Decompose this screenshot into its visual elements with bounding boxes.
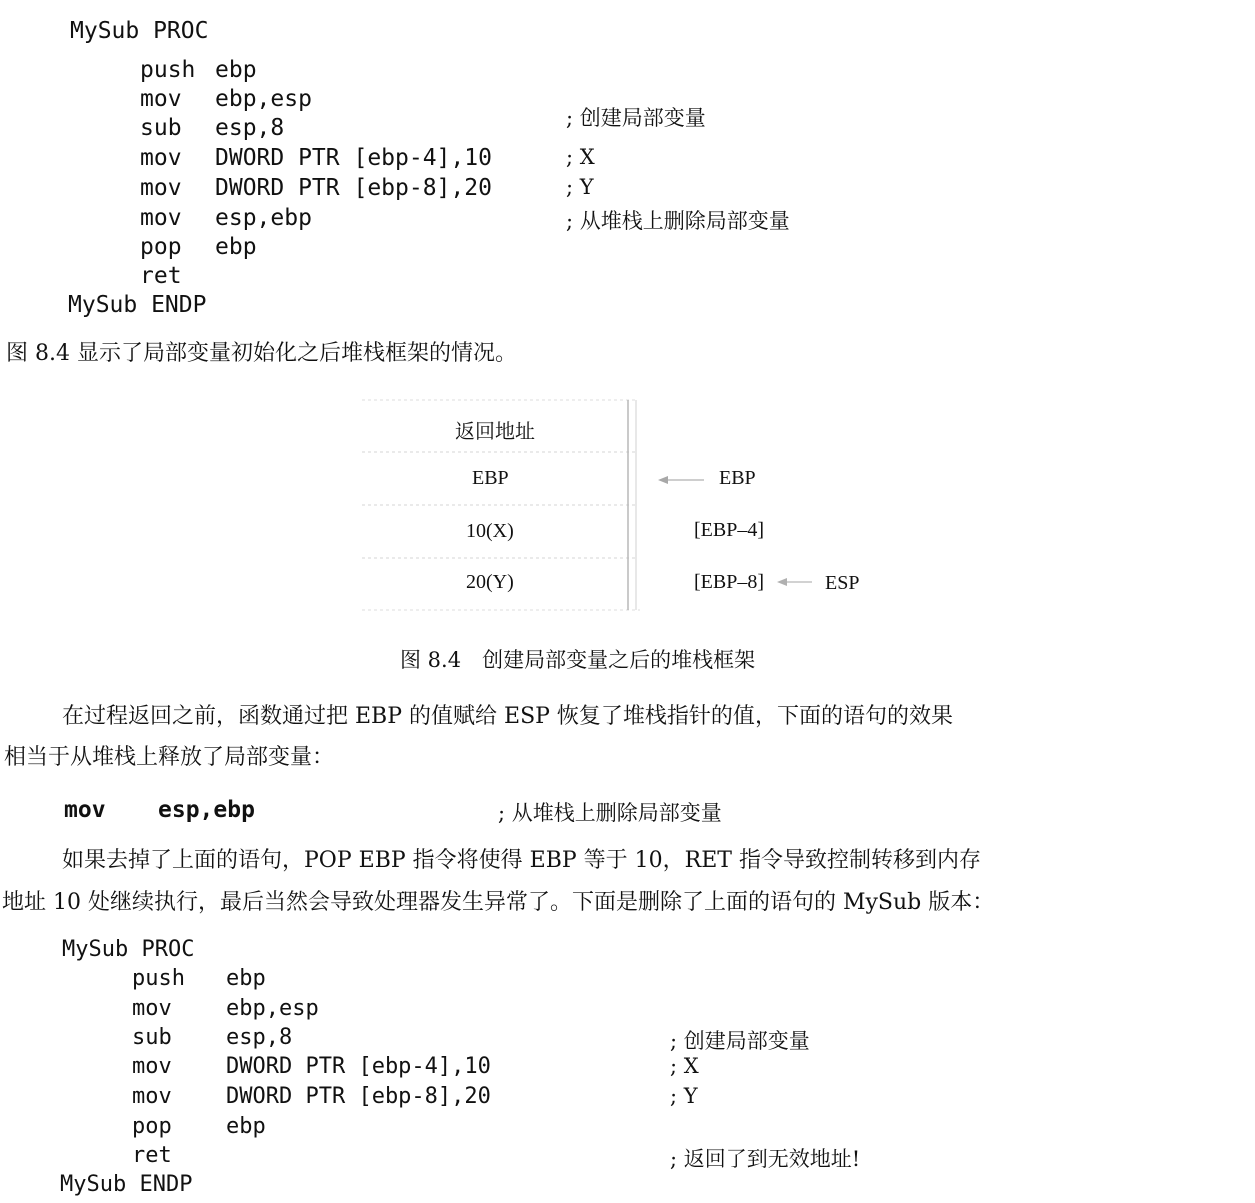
stack-cell-ebp: EBP [472, 467, 509, 489]
code-op: mov [140, 86, 182, 112]
code-args: esp,8 [226, 1025, 293, 1050]
code-comment: ; X [670, 1054, 699, 1078]
code-op: pop [140, 234, 182, 260]
code-args: ebp [226, 1114, 266, 1139]
code-args: ebp [215, 57, 257, 83]
code-op: ret [132, 1143, 172, 1168]
intro-text: 图 8.4 显示了局部变量初始化之后堆栈框架的情况。 [6, 341, 517, 366]
code-comment: ; Y [566, 175, 594, 199]
paragraph-2-line-1: 如果去掉了上面的语句，POP EBP 指令将使得 EBP 等于 10，RET 指令导致控制转移到内存 [62, 848, 981, 873]
code-args: esp,8 [215, 115, 285, 141]
proc-line: MySub PROC [70, 18, 209, 44]
paragraph-1-line-1: 在过程返回之前，函数通过把 EBP 的值赋给 ESP 恢复了堆栈指针的值，下面的语句的效果 [62, 704, 953, 729]
snippet-op: mov [64, 797, 106, 823]
snippet-comment: ; 从堆栈上删除局部变量 [498, 801, 722, 825]
code-op: ret [140, 263, 182, 289]
stack-cell-y: 20(Y) [466, 571, 514, 593]
code-op: sub [140, 115, 182, 141]
esp-pointer-label: ESP [825, 572, 860, 594]
code-op: mov [140, 205, 182, 231]
code-op: pop [132, 1114, 172, 1139]
ebp-minus-4-label: [EBP–4] [694, 519, 764, 541]
endp-line: MySub ENDP [68, 292, 207, 318]
figure-caption: 图 8.4 创建局部变量之后的堆栈框架 [400, 648, 756, 672]
code-comment: ; 创建局部变量 [670, 1029, 810, 1053]
code-args: esp,ebp [215, 205, 312, 231]
code-args: DWORD PTR [ebp-8],20 [215, 175, 492, 201]
code-op: mov [140, 145, 182, 171]
code-args: ebp [226, 966, 266, 991]
code-op: mov [132, 1084, 172, 1109]
code-args: DWORD PTR [ebp-4],10 [226, 1054, 491, 1079]
code-op: mov [132, 996, 172, 1021]
code-comment: ; 创建局部变量 [566, 106, 706, 130]
paragraph-2-line-2: 地址 10 处继续执行，最后当然会导致处理器发生异常了。下面是删除了上面的语句的 MySub 版本： [2, 890, 995, 915]
code-args: ebp [215, 234, 257, 260]
code-comment: ; X [566, 145, 595, 169]
ebp-minus-8-label: [EBP–8] [694, 571, 764, 593]
stack-cell-return-address: 返回地址 [455, 421, 535, 443]
code-comment: ; 从堆栈上删除局部变量 [566, 209, 790, 233]
stack-cell-x: 10(X) [466, 520, 514, 542]
snippet-args: esp,ebp [158, 797, 255, 823]
code-args: DWORD PTR [ebp-8],20 [226, 1084, 491, 1109]
code-op: mov [140, 175, 182, 201]
code-op: push [132, 966, 185, 991]
code-comment: ; 返回了到无效地址! [670, 1147, 861, 1171]
code-args: ebp,esp [215, 86, 312, 112]
code-args: ebp,esp [226, 996, 319, 1021]
code-args: DWORD PTR [ebp-4],10 [215, 145, 492, 171]
code-comment: ; Y [670, 1084, 698, 1108]
endp-line: MySub ENDP [60, 1172, 193, 1197]
ebp-pointer-label: EBP [719, 467, 756, 489]
proc-line: MySub PROC [62, 937, 195, 962]
code-op: mov [132, 1054, 172, 1079]
code-op: push [140, 57, 196, 83]
code-op: sub [132, 1025, 172, 1050]
paragraph-1-line-2: 相当于从堆栈上释放了局部变量： [4, 745, 335, 770]
